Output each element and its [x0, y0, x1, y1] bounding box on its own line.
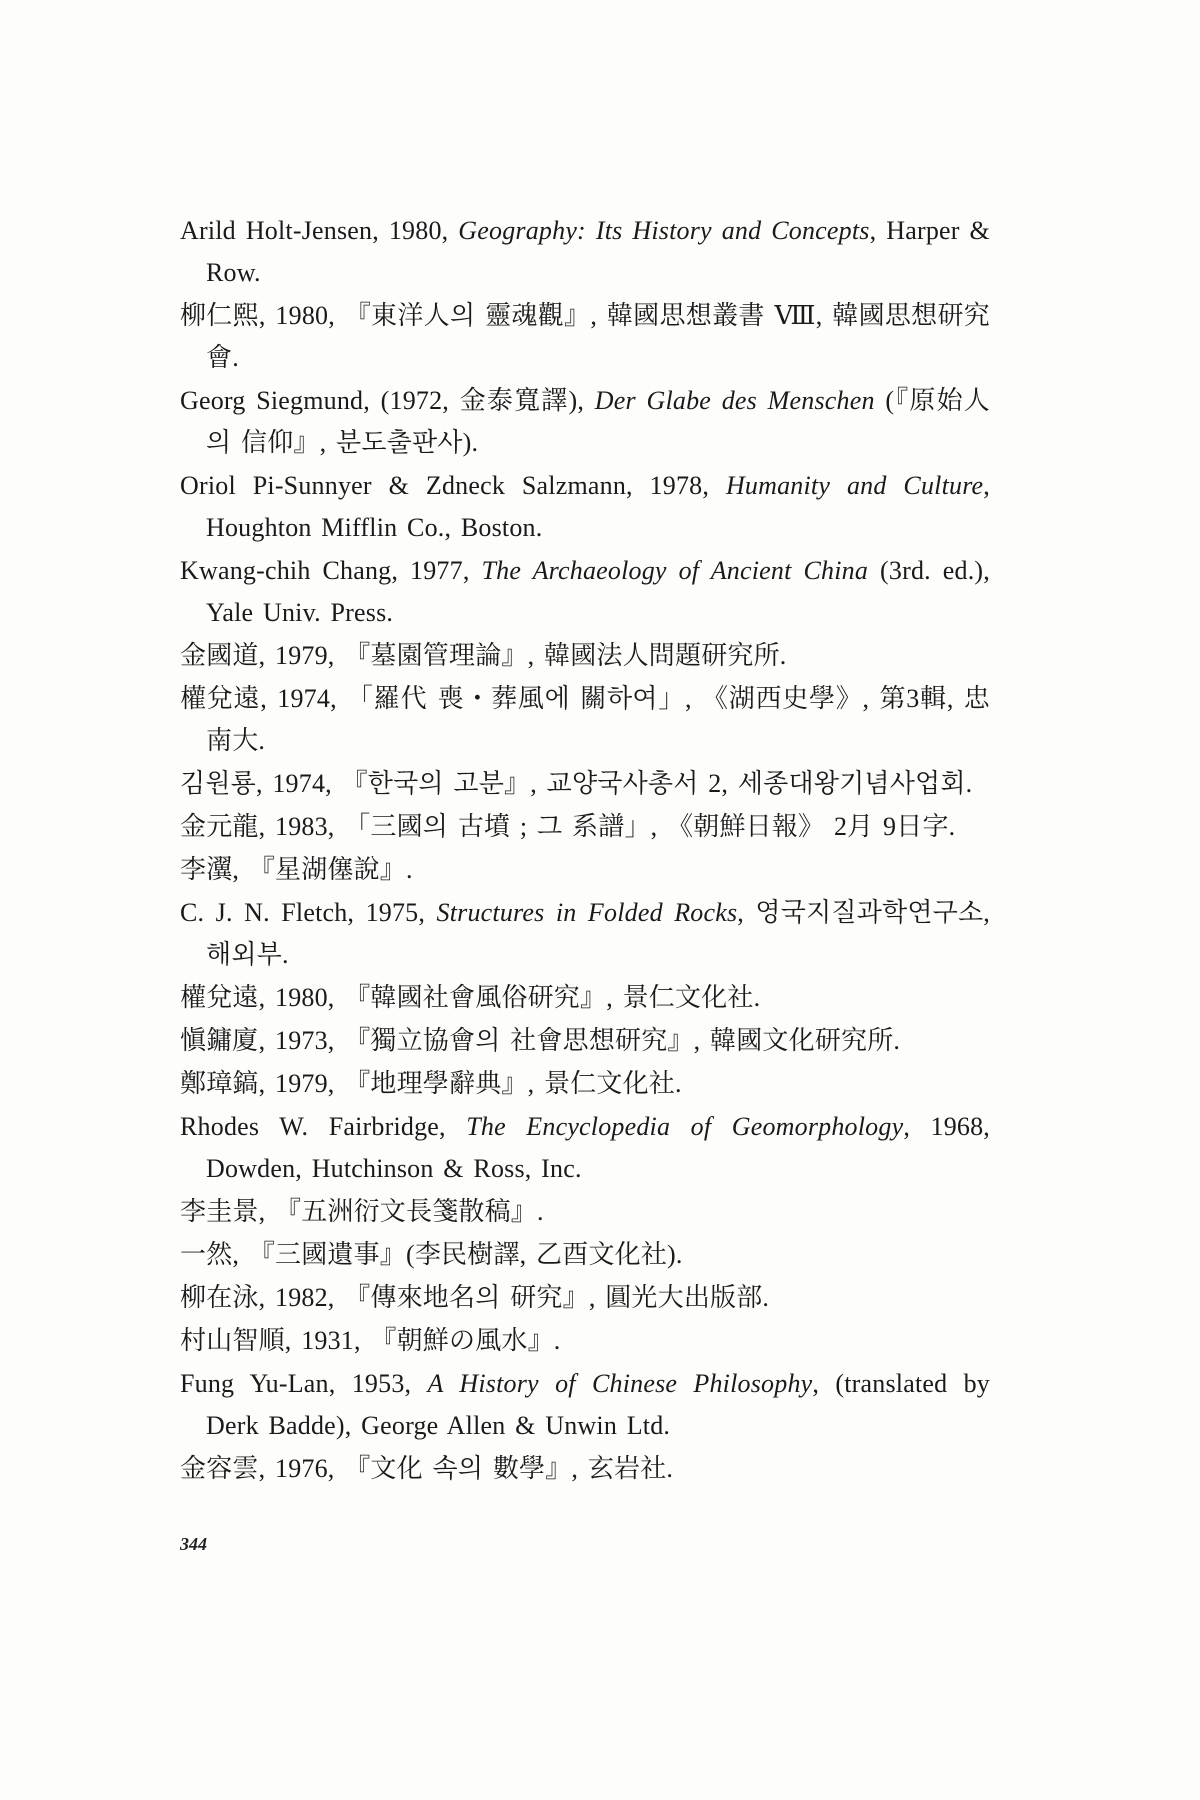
reference-publication: , 1968, Dowden, Hutchinson & Ross, Inc. [206, 1112, 991, 1183]
reference-entry [180, 1234, 990, 1276]
reference-text: 金元龍, 1983, 「三國의 古墳 ; 그 系譜」, 《朝鮮日報》 2月 9日字. [180, 812, 956, 841]
reference-entry [180, 892, 990, 976]
reference-title: Geography: Its History and Concepts [458, 216, 870, 245]
reference-list [180, 210, 990, 1491]
reference-entry [180, 678, 990, 762]
reference-text: 愼鏞廈, 1973, 『獨立協會의 社會思想研究』, 韓國文化研究所. [180, 1026, 901, 1055]
reference-title: Structures in Folded Rocks [436, 898, 738, 927]
reference-publication: , 영국지질과학연구소, 해외부. [206, 898, 990, 969]
reference-publication: (3rd. ed.), Yale Univ. Press. [206, 556, 990, 627]
reference-text: Oriol Pi-Sunnyer & Zdneck Salzmann, 1978, [180, 471, 726, 500]
reference-entry [180, 806, 990, 848]
reference-entry [180, 977, 990, 1019]
reference-text: 金國道, 1979, 『墓園管理論』, 韓國法人問題研究所. [180, 641, 787, 670]
reference-text: Arild Holt-Jensen, 1980, [180, 216, 459, 245]
reference-text: 柳仁熙, 1980, 『東洋人의 靈魂觀』, 韓國思想叢書 Ⅷ, 韓國思想研究會. [180, 301, 990, 372]
reference-title: The Archaeology of Ancient China [481, 556, 869, 585]
reference-title: A History of Chinese Philosophy [427, 1369, 813, 1398]
reference-text: 一然, 『三國遺事』(李民樹譯, 乙酉文化社). [180, 1240, 683, 1269]
reference-text: Kwang-chih Chang, 1977, [180, 556, 482, 585]
reference-entry [180, 380, 990, 464]
reference-entry [180, 1363, 990, 1447]
reference-entry [180, 1106, 990, 1190]
reference-entry [180, 849, 990, 891]
reference-title: The Encyclopedia of Geomorphology [466, 1112, 904, 1141]
reference-entry [180, 1063, 990, 1105]
reference-publication: , Houghton Mifflin Co., Boston. [206, 471, 990, 542]
reference-entry [180, 1320, 990, 1362]
reference-text: Georg Siegmund, (1972, 金泰寬譯), [180, 386, 595, 415]
reference-title: Humanity and Culture [725, 471, 984, 500]
reference-entry [180, 763, 990, 805]
reference-text: 金容雲, 1976, 『文化 속의 數學』, 玄岩社. [180, 1454, 674, 1483]
reference-text: 權兌遠, 1980, 『韓國社會風俗研究』, 景仁文化社. [180, 983, 761, 1012]
reference-text: 柳在泳, 1982, 『傳來地名의 研究』, 圓光大出版部. [180, 1283, 770, 1312]
reference-publication: , (translated by Derk Badde), George Allen & Unwin Ltd. [206, 1369, 990, 1440]
reference-entry [180, 1191, 990, 1233]
page-number: 344 [180, 1534, 207, 1554]
reference-entry [180, 550, 990, 634]
reference-text: 김원룡, 1974, 『한국의 고분』, 교양국사총서 2, 세종대왕기념사업회. [180, 769, 973, 798]
reference-entry [180, 210, 990, 294]
reference-text: 李圭景, 『五洲衍文長箋散稿』. [180, 1197, 544, 1226]
reference-title: Der Glabe des Menschen [594, 386, 875, 415]
reference-publication: (『原始人의 信仰』, 분도출판사). [206, 386, 990, 457]
reference-entry [180, 1277, 990, 1319]
reference-entry [180, 1448, 990, 1490]
reference-entry [180, 635, 990, 677]
reference-text: 權兌遠, 1974, 「羅代 喪・葬風에 關하여」, 《湖西史學》, 第3輯, 忠南大. [180, 684, 990, 755]
reference-text: 李瀷, 『星湖僿說』. [180, 855, 413, 884]
reference-text: 鄭璋鎬, 1979, 『地理學辭典』, 景仁文化社. [180, 1069, 682, 1098]
reference-publication: , Harper & Row. [206, 216, 990, 287]
reference-entry [180, 1020, 990, 1062]
reference-text: 村山智順, 1931, 『朝鮮の風水』. [180, 1326, 561, 1355]
reference-entry [180, 465, 990, 549]
reference-text: Fung Yu-Lan, 1953, [180, 1369, 428, 1398]
reference-text: C. J. N. Fletch, 1975, [180, 898, 437, 927]
reference-text: Rhodes W. Fairbridge, [180, 1112, 467, 1141]
reference-entry [180, 295, 990, 379]
